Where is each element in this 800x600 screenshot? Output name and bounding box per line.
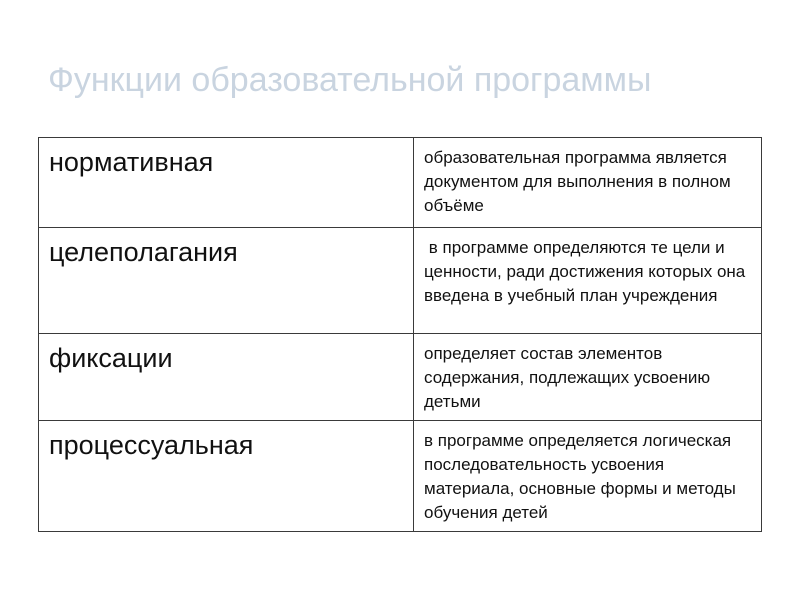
function-name-cell: процессуальная [39, 421, 414, 532]
function-name-cell: целеполагания [39, 228, 414, 334]
function-description-cell: в программе определяются те цели и ценности, ради достижения которых она введена в учебный план учреждения [414, 228, 762, 334]
table-row [39, 138, 762, 228]
function-name-cell: нормативная [39, 138, 414, 228]
function-name-cell: фиксации [39, 334, 414, 421]
function-description-cell: определяет состав элементов содержания, подлежащих усвоению детьми [414, 334, 762, 421]
table-row [39, 334, 762, 421]
table-row [39, 421, 762, 532]
function-description-cell: в программе определяется логическая последовательность усвоения материала, основные формы и методы обучения детей [414, 421, 762, 532]
functions-table [38, 137, 762, 532]
table-row [39, 228, 762, 334]
slide-title: Функции образовательной программы [48, 61, 652, 99]
function-description-cell: образовательная программа является документом для выполнения в полном объёме [414, 138, 762, 228]
